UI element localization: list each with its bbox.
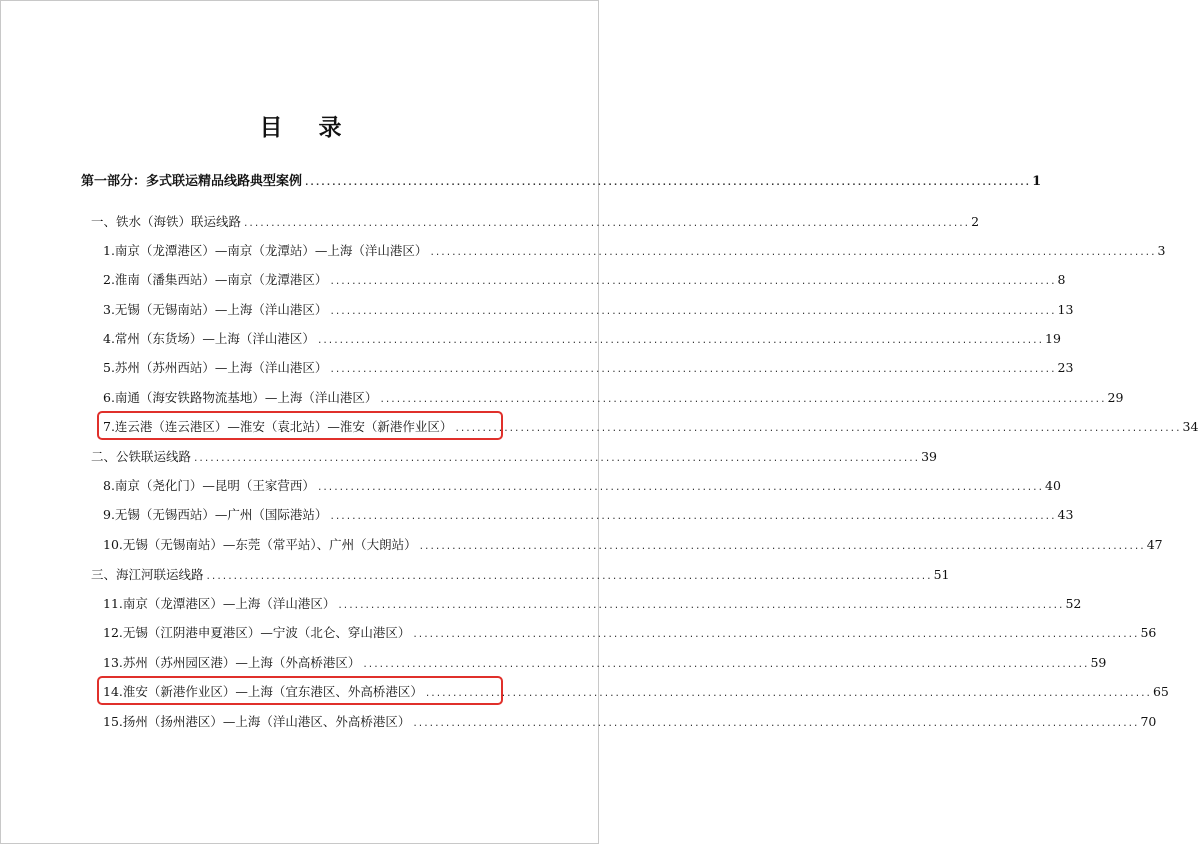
toc-leader: ......................................................................................................................................	[454, 424, 1181, 434]
toc-item	[103, 624, 1157, 644]
toc-leader: ......................................................................................................................................	[418, 542, 1145, 552]
toc-page-number: 1	[1032, 174, 1042, 189]
toc-page-number: 59	[1090, 655, 1107, 670]
toc-page-number: 52	[1065, 596, 1082, 611]
toc-page-number: 13	[1057, 302, 1074, 317]
toc-page-number: 8	[1057, 272, 1066, 287]
toc-section	[91, 213, 980, 233]
toc-item-label: 8.南京（尧化门）—昆明（王家营西）	[103, 478, 315, 493]
toc-item-label: 9.无锡（无锡西站）—广州（国际港站）	[103, 507, 328, 522]
toc-item	[103, 271, 1066, 291]
toc-page-number: 47	[1146, 537, 1163, 552]
toc-page-number: 39	[921, 449, 937, 464]
page-title: 目 录	[259, 114, 356, 141]
toc-page-number: 3	[1157, 243, 1166, 258]
toc-page-number: 2	[971, 214, 980, 229]
toc-item-label: 3.无锡（无锡南站）—上海（洋山港区）	[103, 302, 328, 317]
toc-item-label: 11.南京（龙潭港区）—上海（洋山港区）	[103, 596, 336, 611]
toc-page-number: 19	[1045, 331, 1061, 346]
toc-leader: ......................................................................................................................................	[316, 483, 1044, 493]
toc-page-number: 29	[1107, 390, 1124, 405]
toc-item	[103, 359, 1074, 379]
toc-part-label: 第一部分：多式联运精品线路典型案例	[81, 174, 303, 189]
toc-leader: ......................................................................................................................................	[329, 277, 1056, 287]
toc-item-label: 2.淮南（潘集西站）—南京（龙潭港区）	[103, 272, 328, 287]
toc-page-number: 34	[1182, 419, 1198, 434]
toc-item-label: 4.常州（东货场）—上海（洋山港区）	[103, 331, 315, 346]
toc-item	[103, 595, 1082, 615]
toc-leader: ......................................................................................................................................	[329, 307, 1056, 317]
toc-leader: ......................................................................................................................................	[329, 512, 1056, 522]
toc-page-number: 51	[933, 567, 950, 582]
toc-item	[103, 713, 1157, 733]
toc-item-highlighted	[103, 683, 1169, 703]
toc-leader: ......................................................................................................................................	[429, 248, 1156, 258]
toc-item-label: 12.无锡（江阴港申夏港区）—宁波（北仑、穿山港区）	[103, 625, 411, 640]
toc-page-number: 40	[1045, 478, 1061, 493]
toc-part-heading	[81, 173, 1042, 192]
toc-item-label: 5.苏州（苏州西站）—上海（洋山港区）	[103, 360, 328, 375]
toc-item-label: 7.连云港（连云港区）—淮安（袁北站）—淮安（新港作业区）	[103, 419, 453, 434]
toc-page-number: 23	[1057, 360, 1074, 375]
toc-leader: ......................................................................................................................................	[362, 660, 1089, 670]
toc-page-number: 56	[1140, 625, 1157, 640]
toc-item	[103, 389, 1124, 409]
toc-section-label: 一、铁水（海铁）联运线路	[91, 214, 242, 229]
toc-leader: ......................................................................................................................................	[412, 719, 1139, 729]
toc-leader: ......................................................................................................................................	[193, 454, 920, 464]
toc-item	[103, 477, 1061, 497]
toc-leader: ......................................................................................................................................	[412, 630, 1139, 640]
toc-item-label: 14.淮安（新港作业区）—上海（宜东港区、外高桥港区）	[103, 684, 423, 699]
toc-section-label: 二、公铁联运线路	[91, 449, 192, 464]
toc-item	[103, 301, 1074, 321]
toc-item	[103, 330, 1061, 350]
toc-item-label: 13.苏州（苏州园区港）—上海（外高桥港区）	[103, 655, 361, 670]
toc-leader: ......................................................................................................................................	[424, 689, 1151, 699]
toc-leader: ......................................................................................................................................	[379, 395, 1106, 405]
toc-leader: ......................................................................................................................................	[337, 601, 1064, 611]
toc-item	[103, 242, 1166, 262]
toc-leader: ......................................................................................................................................	[316, 336, 1044, 346]
toc-item	[103, 654, 1107, 674]
toc-page-number: 43	[1057, 507, 1074, 522]
toc-leader: ......................................................................................................................................	[304, 178, 1031, 188]
toc-section	[91, 448, 937, 468]
toc-section	[91, 566, 950, 586]
toc-page-number: 65	[1152, 684, 1169, 699]
toc-item	[103, 506, 1074, 526]
toc-leader: ......................................................................................................................................	[329, 365, 1056, 375]
toc-leader: ......................................................................................................................................	[205, 572, 932, 582]
toc-item-label: 10.无锡（无锡南站）—东莞（常平站）、广州（大朗站）	[103, 537, 417, 552]
toc-item-label: 15.扬州（扬州港区）—上海（洋山港区、外高桥港区）	[103, 714, 411, 729]
toc-item-label: 1.南京（龙潭港区）—南京（龙潭站）—上海（洋山港区）	[103, 243, 428, 258]
toc-page-number: 70	[1140, 714, 1157, 729]
toc-leader: ......................................................................................................................................	[243, 219, 970, 229]
toc-section-label: 三、海江河联运线路	[91, 567, 204, 582]
toc-item	[103, 536, 1163, 556]
toc-item-highlighted	[103, 418, 1198, 438]
toc-item-label: 6.南通（海安铁路物流基地）—上海（洋山港区）	[103, 390, 378, 405]
